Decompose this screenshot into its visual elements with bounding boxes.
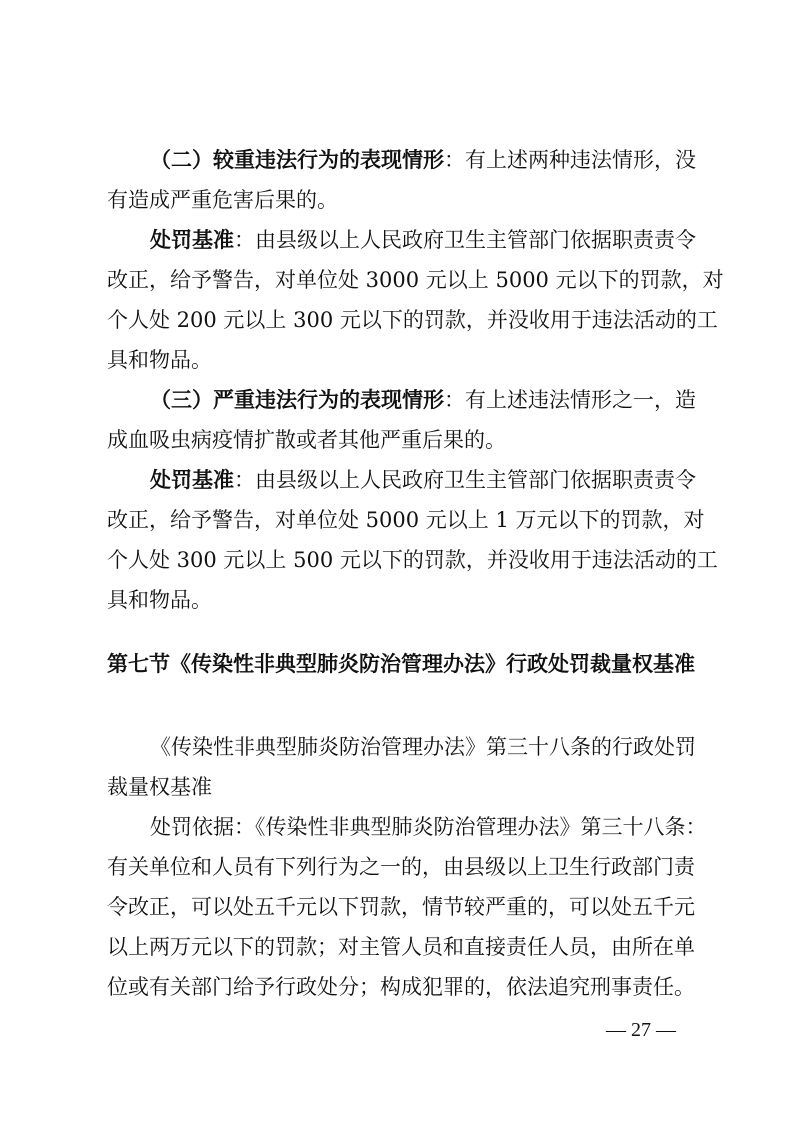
moderate-violation-line-1 — [150, 146, 696, 174]
serious-penalty-line-3: 个人处 300 元以上 500 元以下的罚款，并没收用于违法活动的工 — [107, 548, 718, 572]
serious-penalty-line-1 — [150, 466, 696, 494]
serious-violation-label: （三）严重违法行为的表现情形 — [150, 388, 444, 412]
basis-line-3: 令改正，可以处五千元以下罚款，情节较严重的，可以处五千元 — [107, 895, 695, 919]
serious-violation-text: ：有上述违法情形之一，造 — [444, 388, 696, 412]
serious-violation-line-2: 成血吸虫病疫情扩散或者其他严重后果的。 — [107, 428, 506, 452]
moderate-penalty-line-3: 个人处 200 元以上 300 元以下的罚款，并没收用于违法活动的工 — [107, 308, 718, 332]
moderate-penalty-line-4: 具和物品。 — [107, 348, 212, 372]
sub-heading-line-2: 裁量权基准 — [107, 775, 212, 799]
moderate-violation-label: （二）较重违法行为的表现情形 — [150, 148, 444, 172]
serious-penalty-line-2: 改正，给予警告，对单位处 5000 元以上 1 万元以下的罚款，对 — [107, 508, 705, 532]
moderate-penalty-label: 处罚基准 — [150, 228, 234, 252]
basis-line-4: 以上两万元以下的罚款；对主管人员和直接责任人员，由所在单 — [107, 935, 695, 959]
moderate-violation-line-2: 有造成严重危害后果的。 — [107, 188, 338, 212]
basis-line-2: 有关单位和人员有下列行为之一的，由县级以上卫生行政部门责 — [107, 855, 695, 879]
serious-penalty-label: 处罚基准 — [150, 468, 234, 492]
serious-penalty-text: ：由县级以上人民政府卫生主管部门依据职责责令 — [234, 468, 696, 492]
sub-heading-line-1: 《传染性非典型肺炎防治管理办法》第三十八条的行政处罚 — [150, 735, 696, 759]
serious-penalty-line-4: 具和物品。 — [107, 588, 212, 612]
serious-violation-line-1 — [150, 386, 696, 414]
moderate-penalty-line-1 — [150, 226, 696, 254]
page-number: — 27 — — [606, 1019, 676, 1041]
moderate-penalty-text: ：由县级以上人民政府卫生主管部门依据职责责令 — [234, 228, 696, 252]
basis-line-1: 处罚依据：《传染性非典型肺炎防治管理办法》第三十八条： — [150, 815, 707, 839]
basis-line-5: 位或有关部门给予行政处分；构成犯罪的，依法追究刑事责任。 — [107, 975, 695, 999]
moderate-penalty-line-2: 改正，给予警告，对单位处 3000 元以上 5000 元以下的罚款，对 — [107, 268, 724, 292]
section-heading: 第七节《传染性非典型肺炎防治管理办法》行政处罚裁量权基准 — [107, 652, 695, 676]
moderate-violation-text: ：有上述两种违法情形，没 — [444, 148, 696, 172]
